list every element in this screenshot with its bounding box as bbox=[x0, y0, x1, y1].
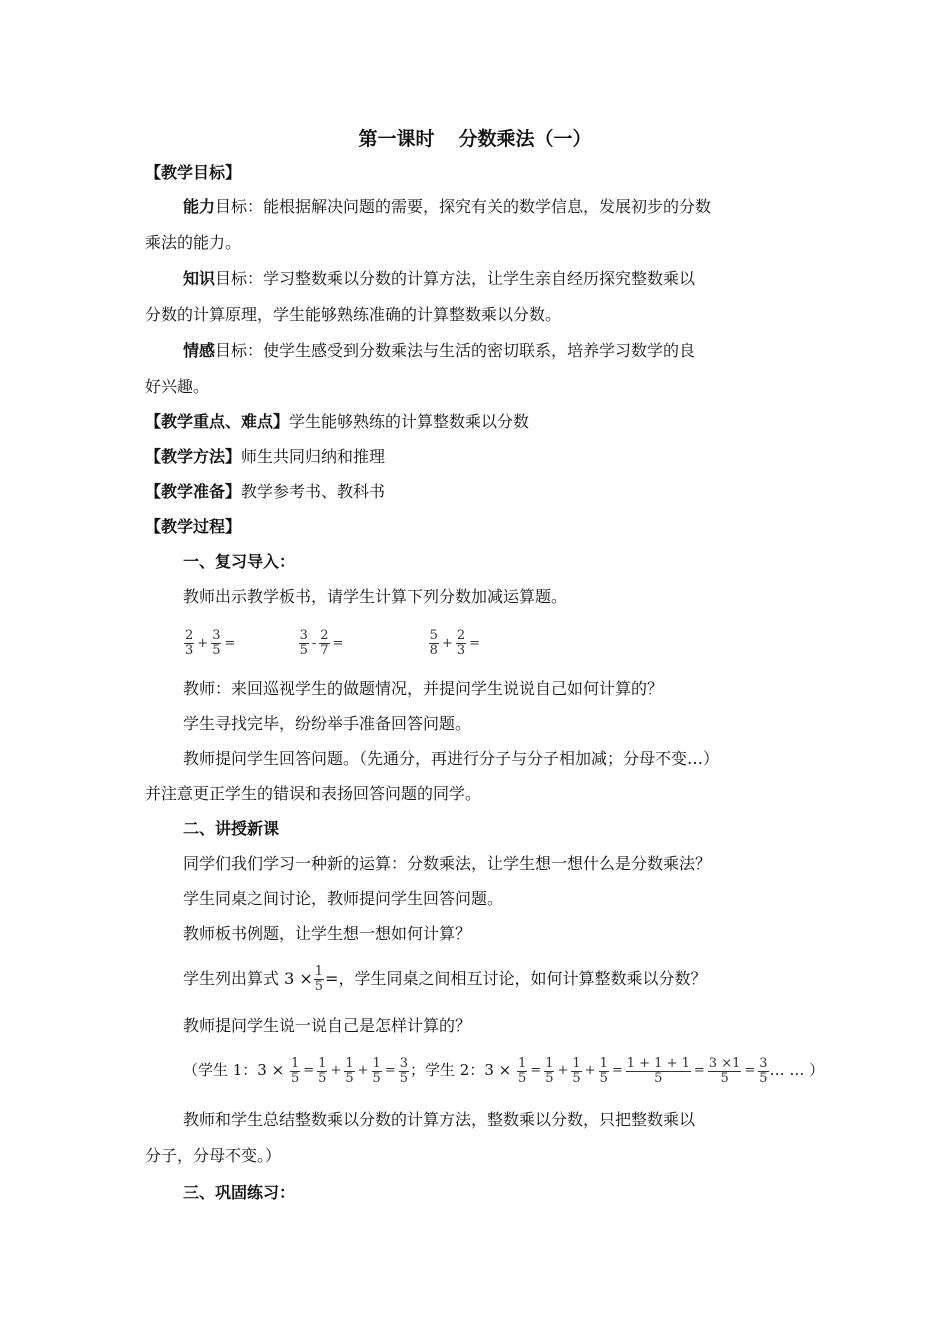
knowledge-text-cont: 分数的计算原理，学生能够熟练准确的计算整数乘以分数。 bbox=[145, 305, 562, 324]
fraction: $\frac{3 \times 1}{5}$ bbox=[708, 1055, 741, 1086]
lesson-title-part1: 第一课时 bbox=[358, 128, 435, 150]
fraction: $\frac{1}{5}$ bbox=[290, 1055, 300, 1086]
process-heading: 【教学过程】 bbox=[145, 517, 242, 536]
student-calculations: （学生 1：3 × $\frac{1}{5}$ = $\frac{1}{5}$ + $\frac{1}{5}$ + $\frac{1}{5}$ = $\frac{3}{5}$ ；学生 2：3 × $\frac{1}{5}$ = $\frac{1}{5}$ + $\frac{1}{5}$ + $\frac{1}{5}$ = $\frac{1 + 1 + 1}{5}$ = $\frac{3 \times 1}{5}$ = $\frac{3}{5}$ … … ） bbox=[183, 1055, 825, 1086]
fraction: $\frac{1}{5}$ bbox=[318, 1055, 327, 1086]
fraction: $\frac{1}{5}$ bbox=[599, 1055, 608, 1086]
section2-p2: 学生同桌之间讨论，教师提问学生回答问题。 bbox=[183, 889, 504, 908]
fraction: $\frac{3}{5}$ bbox=[299, 628, 308, 658]
section2-p6: 教师和学生总结整数乘以分数的计算方法，整数乘以分数，只把整数乘以 bbox=[183, 1110, 696, 1129]
section2-p3: 教师板书例题，让学生想一想如何计算？ bbox=[183, 924, 472, 943]
emotion-keyword: 情感 bbox=[183, 341, 216, 360]
section2-heading: 二、讲授新课 bbox=[183, 819, 280, 838]
section3-heading: 三、巩固练习： bbox=[183, 1183, 296, 1202]
fraction: $\frac{1}{5}$ bbox=[518, 1055, 527, 1086]
teaching-prep bbox=[145, 480, 385, 504]
section1-p2: 教师：来回巡视学生的做题情况，并提问学生说说自己如何计算的？ bbox=[183, 679, 664, 698]
section1-p4: 教师提问学生回答问题。（先通分，再进行分子与分子相加减；分母不变…） bbox=[183, 749, 720, 768]
knowledge-objective bbox=[183, 267, 695, 291]
key-points-heading: 【教学重点、难点】 bbox=[145, 412, 290, 431]
section2-p4: 学生列出算式 3 × $\frac{1}{5}$ =，学生同桌之间相互讨论，如何计算整数乘以分数？ bbox=[183, 964, 707, 994]
method-text: 师生共同归纳和推理 bbox=[241, 447, 386, 466]
ability-objective bbox=[183, 195, 711, 219]
fraction: $\frac{1}{5}$ bbox=[314, 964, 324, 994]
lesson-title-part2: 分数乘法（一） bbox=[458, 128, 592, 150]
teaching-method bbox=[145, 445, 385, 469]
prep-text: 教学参考书、教科书 bbox=[241, 482, 386, 501]
section1-p5: 并注意更正学生的错误和表扬回答问题的同学。 bbox=[145, 784, 482, 803]
objectives-heading: 【教学目标】 bbox=[145, 163, 242, 182]
method-heading: 【教学方法】 bbox=[145, 447, 242, 466]
fraction: $\frac{3}{5}$ bbox=[212, 628, 221, 658]
key-points-text: 学生能够熟练的计算整数乘以分数 bbox=[289, 412, 530, 431]
review-exercises: $\frac{2}{3}$ + $\frac{3}{5}$ = $\frac{3}{5}$ - $\frac{2}{7}$ = $\frac{5}{8}$ + $\frac{2}{3}$ = bbox=[185, 628, 480, 658]
emotion-objective bbox=[183, 339, 695, 363]
prep-heading: 【教学准备】 bbox=[145, 482, 242, 501]
section2-p1: 同学们我们学习一种新的运算：分数乘法，让学生想一想什么是分数乘法？ bbox=[183, 854, 712, 873]
fraction: $\frac{2}{3}$ bbox=[185, 628, 194, 658]
key-points bbox=[145, 410, 529, 434]
knowledge-text: 目标：学习整数乘以分数的计算方法，让学生亲自经历探究整数乘以 bbox=[215, 269, 696, 288]
section1-p3: 学生寻找完毕，纷纷举手准备回答问题。 bbox=[183, 714, 472, 733]
lesson-title bbox=[0, 124, 950, 151]
ability-text: 目标：能根据解决问题的需要，探究有关的数学信息，发展初步的分数 bbox=[215, 197, 712, 216]
emotion-text: 目标：使学生感受到分数乘法与生活的密切联系，培养学习数学的良 bbox=[215, 341, 696, 360]
section2-p5: 教师提问学生说一说自己是怎样计算的？ bbox=[183, 1016, 472, 1035]
section1-heading: 一、复习导入： bbox=[183, 552, 296, 571]
fraction: $\frac{1 + 1 + 1}{5}$ bbox=[626, 1055, 690, 1086]
fraction: $\frac{1}{5}$ bbox=[372, 1055, 381, 1086]
ability-text-cont: 乘法的能力。 bbox=[145, 233, 242, 252]
fraction: $\frac{3}{5}$ bbox=[399, 1055, 409, 1086]
section1-p1: 教师出示教学板书，请学生计算下列分数加减运算题。 bbox=[183, 587, 568, 606]
fraction: $\frac{5}{8}$ bbox=[429, 628, 438, 658]
fraction: $\frac{1}{5}$ bbox=[545, 1055, 554, 1086]
emotion-text-cont: 好兴趣。 bbox=[145, 377, 210, 396]
fraction: $\frac{2}{3}$ bbox=[456, 628, 466, 658]
ability-keyword: 能力 bbox=[183, 197, 216, 216]
fraction: $\frac{3}{5}$ bbox=[759, 1055, 768, 1086]
section2-p6-cont: 分子，分母不变。） bbox=[145, 1146, 282, 1165]
fraction: $\frac{1}{5}$ bbox=[572, 1055, 581, 1086]
fraction: $\frac{2}{7}$ bbox=[320, 628, 329, 658]
knowledge-keyword: 知识 bbox=[183, 269, 216, 288]
fraction: $\frac{1}{5}$ bbox=[345, 1055, 354, 1086]
